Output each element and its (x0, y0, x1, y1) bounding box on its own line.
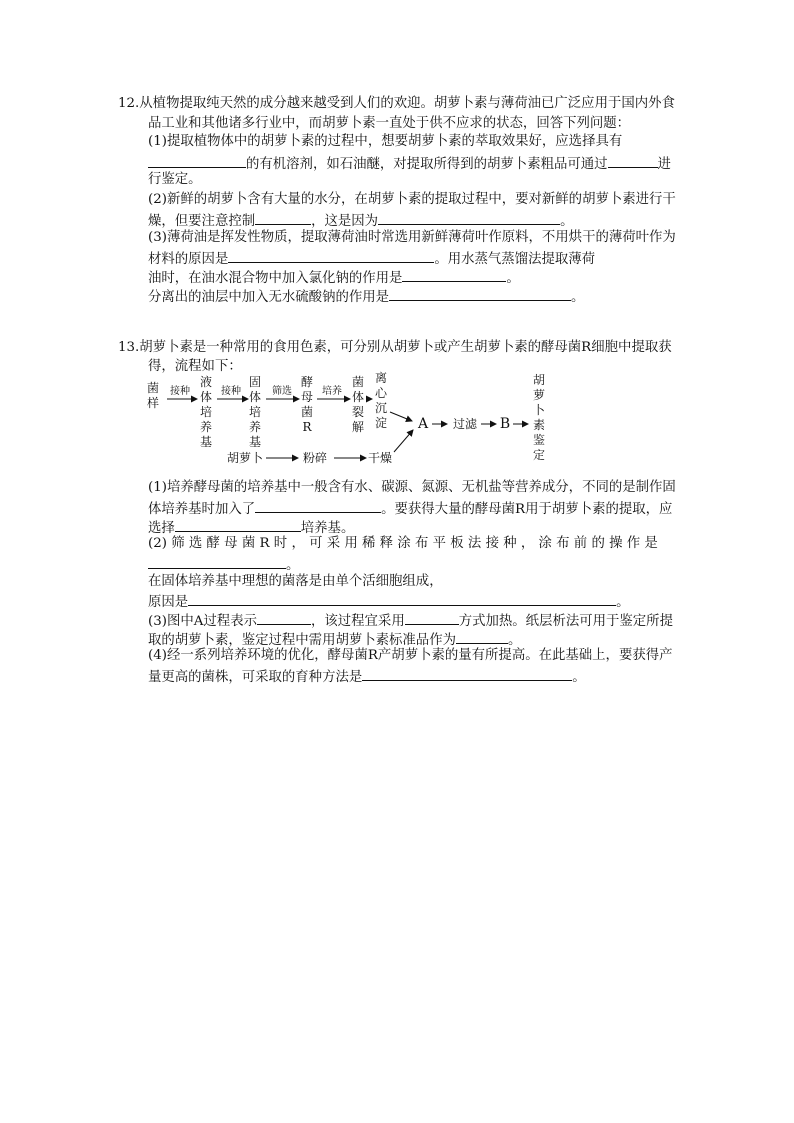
node-char: 基 (199, 435, 213, 449)
node-char: 体 (351, 390, 365, 404)
node-char: 卜 (532, 403, 546, 417)
answer-blank[interactable] (402, 266, 506, 282)
node-char: 定 (532, 448, 546, 462)
node-solid-medium (249, 375, 261, 449)
node-char: 胡 (532, 373, 546, 387)
q12-line-6: (2)新鲜的胡萝卜含有大量的水分，在胡萝卜素的提取过程中，要对新鲜的胡萝卜素进行干 (148, 192, 676, 207)
q12-line-2: 品工业和其他诸多行业中，而胡萝卜素一直处于供不应求的状态，回答下列问题： (148, 116, 631, 131)
answer-blank[interactable] (148, 152, 246, 168)
node-char: 裂 (351, 405, 365, 419)
node-char: 素 (532, 418, 546, 432)
node-char: 沉 (374, 401, 388, 415)
node-a: A (417, 416, 429, 432)
q13-s2-line-3: 在固体培养基中理想的菌落是由单个活细胞组成， (148, 574, 443, 589)
answer-blank[interactable] (148, 553, 286, 569)
q13-s1-line-2: 体培养基时加入了 。要获得大量的酵母菌R用于胡萝卜素的提取，应 (148, 497, 672, 520)
q12-line-1: 12.从植物提取纯天然的成分越来越受到人们的欢迎。胡萝卜素与薄荷油已广泛应用于国内外食 (118, 96, 675, 111)
node-char: 体 (199, 390, 213, 404)
answer-blank[interactable] (228, 247, 434, 263)
node-b: B (499, 416, 511, 432)
node-cell-lysis (352, 374, 364, 434)
node-crush: 粉碎 (302, 451, 328, 465)
edge-label-inoculate-2: 接种 (221, 386, 241, 397)
node-char: 培 (199, 405, 213, 419)
node-char: 菌 (300, 405, 314, 419)
edge-label-culture: 培养 (322, 386, 342, 397)
node-char: 菌 (146, 381, 160, 395)
node-char: 母 (300, 390, 314, 404)
answer-blank[interactable] (456, 628, 508, 644)
q13-s3-line-2: 取的胡萝卜素，鉴定过程中需用胡萝卜素标准品作为 。 (148, 628, 521, 651)
node-char: 液 (199, 375, 213, 389)
q13-s3-line-1: (3)图中A过程表示 ，该过程宜采用 方式加热。纸层析法可用于鉴定所提 (148, 609, 673, 632)
answer-blank[interactable] (405, 609, 459, 625)
answer-blank[interactable] (389, 285, 571, 301)
node-yeast-r (301, 374, 313, 434)
node-char: 离 (374, 371, 388, 385)
node-dry: 干燥 (367, 451, 393, 465)
node-char: 体 (248, 390, 262, 404)
q13-s1-line-3: 选择 培养基。 (148, 516, 354, 539)
node-char: R (302, 420, 312, 434)
node-char: 鉴 (532, 433, 546, 447)
answer-blank[interactable] (255, 497, 381, 513)
node-char: 养 (199, 420, 213, 434)
answer-blank[interactable] (362, 665, 572, 681)
q13-line-1: 13.胡萝卜素是一种常用的食用色素，可分别从胡萝卜或产生胡萝卜素的酵母菌R细胞中提取获 (118, 340, 672, 355)
arrow (390, 412, 412, 421)
node-carotene-identification (533, 372, 545, 462)
node-char: 养 (248, 420, 262, 434)
node-char: 淀 (374, 416, 388, 430)
answer-blank[interactable] (608, 152, 658, 168)
q13-s1-line-1: (1)培养酵母菌的培养基中一般含有水、碳源、氮源、无机盐等营养成分，不同的是制作固 (148, 480, 676, 495)
edge-label-screen: 筛选 (272, 386, 292, 397)
node-char: 固 (248, 375, 262, 389)
q12-line-3: (1)提取植物体中的胡萝卜素的过程中，想要胡萝卜素的萃取效果好，应选择具有 (148, 134, 623, 149)
q12-line-11: 分离出的油层中加入无水硫酸钠的作用是 。 (148, 285, 584, 308)
answer-blank[interactable] (378, 209, 560, 225)
flow-diagram (140, 370, 580, 475)
q13-line-2: 得，流程如下： (148, 359, 242, 374)
q12-line-9: 材料的原因是 。用水蒸气蒸馏法提取薄荷 (148, 247, 595, 270)
node-char: 培 (248, 405, 262, 419)
node-char: 样 (146, 396, 160, 410)
q12-line-10: 油时，在油水混合物中加入氯化钠的作用是 。 (148, 266, 520, 289)
node-char: 酵 (300, 375, 314, 389)
answer-blank[interactable] (255, 209, 311, 225)
q12-line-8: (3)薄荷油是挥发性物质，提取薄荷油时常选用新鲜薄荷叶作原料，不用烘干的薄荷叶作为 (148, 230, 676, 245)
node-char: 解 (351, 420, 365, 434)
answer-blank[interactable] (188, 590, 616, 606)
q13-s4-line-2: 量更高的菌株，可采取的育种方法是 。 (148, 665, 586, 688)
node-liquid-medium (200, 374, 212, 449)
edge-label-inoculate-1: 接种 (170, 386, 190, 397)
node-char: 萝 (532, 388, 546, 402)
q13-s2-line-1: (2) 筛 选 酵 母 菌 R 时 ， 可 采 用 稀 释 涂 布 平 板 法 接 种 ， 涂 布 前 的 操 作 是 (148, 536, 658, 551)
node-centrifuge (375, 371, 388, 430)
q13-s2-line-2: 。 (148, 553, 299, 576)
answer-blank[interactable] (175, 516, 301, 532)
q12-line-4: 的有机溶剂，如石油醚，对提取所得到的胡萝卜素粗品可通过 进 (148, 152, 671, 175)
q12-line-7: 燥，但要注意控制 ，这是因为 。 (148, 209, 573, 232)
arrow (394, 430, 413, 452)
node-carrot: 胡萝卜 (226, 451, 264, 465)
q12-line-5: 行鉴定。 (148, 172, 202, 187)
edge-label-filter: 过滤 (452, 417, 478, 431)
answer-blank[interactable] (257, 609, 311, 625)
node-char: 心 (374, 386, 388, 400)
node-char: 基 (248, 435, 262, 449)
q13-s2-line-4: 原因是 。 (148, 590, 630, 613)
node-bacteria-sample (147, 380, 159, 410)
q13-s4-line-1: (4)经一系列培养环境的优化，酵母菌R产胡萝卜素的量有所提高。在此基础上，要获得产 (148, 648, 673, 663)
node-char: 菌 (351, 375, 365, 389)
